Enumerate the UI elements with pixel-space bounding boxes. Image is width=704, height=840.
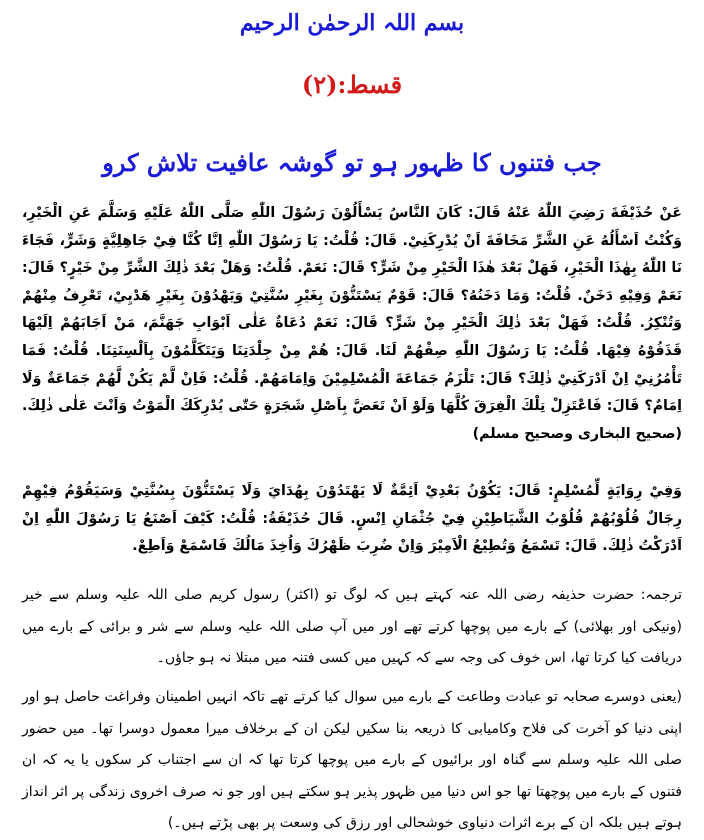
hadith-arabic-text: عَنْ حُذَيْفَةَ رَضِيَ اللّٰهُ عَنْهُ قَالَ: كَانَ النَّاسُ يَسْأَلُوْنَ رَسُوْلَ اللّٰهِ صَلَّى اللّٰهُ عَلَيْهِ وَسَلَّمَ عَنِ الْخَيْرِ، وَكُنْتُ اَسْأَلُهُ عَنِ الشَّرِّ مَخَافَةَ اَنْ يُدْرِكَنِيْ. قَالَ: قُلْتُ: يَا رَسُوْلَ اللّٰهِ اِنَّا كُنَّا فِيْ جَاهِلِيَّةٍ وَشَرٍّ، فَجَاءَ نَا اللّٰهُ بِهٰذَا الْخَيْرِ، فَهَلْ بَعْدَ هٰذَا الْخَيْرِ مِنْ شَرٍّ؟ قَالَ: نَعَمْ. قُلْتُ: وَهَلْ بَعْدَ ذٰلِكَ الشَّرِّ مِنْ خَيْرٍ؟ قَالَ: نَعَمْ وَفِيْهِ دَخَنٌ. قُلْتُ: وَمَا دَخَنُهُ؟ قَالَ: قَوْمٌ يَسْتَنُّوْنَ بِغَيْرِ سُنَّتِيْ وَيَهْدُوْنَ بِغَيْرِ هَدْيِيْ، تَعْرِفُ مِنْهُمْ وَتُنْكِرُ. قُلْتُ: فَهَلْ بَعْدَ ذٰلِكَ الْخَيْرِ مِنْ شَرٍّ؟ قَالَ: نَعَمْ دُعَاةٌ عَلٰى اَبْوَابِ جَهَنَّمَ، مَنْ اَجَابَهُمْ اِلَيْهَا قَذَفُوْهُ فِيْهَا. قُلْتُ: يَا رَسُوْلَ اللّٰهِ صِفْهُمْ لَنَا. قَالَ: هُمْ مِنْ جِلْدَتِنَا وَيَتَكَلَّمُوْنَ بِاَلْسِنَتِنَا. قُلْتُ: فَمَا تَأْمُرُنِيْ اِنْ اَدْرَكَنِيْ ذٰلِكَ؟ قَالَ: تَلْزَمُ جَمَاعَةَ الْمُسْلِمِيْنَ وَاِمَامَهُمْ. قُلْتُ: فَاِنْ لَّمْ يَكُنْ لَّهُمْ جَمَاعَةٌ وَلَا اِمَامٌ؟ قَالَ: فَاعْتَزِلْ تِلْكَ الْفِرَقَ كُلَّهَا وَلَوْ اَنْ تَعَضَّ بِاَصْلِ شَجَرَةٍ حَتّٰى يُدْرِكَكَ الْمَوْتُ وَاَنْتَ عَلٰى ذٰلِكَ. (صحيح البخاری وصحيح مسلم) bbox=[22, 205, 682, 442]
hadith-muslim-narration: وَفِيْ رِوَايَةٍ لِّمُسْلِمٍ: قَالَ: يَكُوْنُ بَعْدِيْ اَئِمَّةٌ لَا يَهْتَدُوْنَ بِهُدَايَ وَلَا يَسْتَنُّوْنَ بِسُنَّتِيْ وَسَيَقُوْمُ فِيْهِمْ رِجَالٌ قُلُوْبُهُمْ قُلُوْبُ الشَّيَاطِيْنِ فِيْ جُثْمَانِ اِنْسٍ. قَالَ حُذَيْفَةُ: قُلْتُ: كَيْفَ اَصْنَعُ يَا رَسُوْلَ اللّٰهِ اِنْ اَدْرَكْتُ ذٰلِكَ. قَالَ: تَسْمَعُ وَتُطِيْعُ الْاَمِيْرَ وَاِنْ ضُرِبَ ظَهْرُكَ وَاُخِذَ مَالُكَ فَاسْمَعْ وَاَطِعْ. bbox=[22, 483, 682, 555]
episode-number: قسط:(۲) bbox=[301, 70, 403, 99]
bismillah-heading: بسم اللہ الرحمٰن الرحیم bbox=[239, 10, 465, 36]
urdu-translation: ترجمہ: حضرت حذیفہ رضی اللہ عنہ کہتے ہیں کہ لوگ تو (اکثر) رسول کریم صلی اللہ علیہ وسلم سے خیر (ونیکی اور بھلائی) کے بارے میں پوچھا کرتے تھے اور میں آپ صلی اللہ علیہ وسلم سے شر و برائی کے بارے میں دریافت کیا کرتا تھا، اس خوف کی وجہ سے کہ کہیں میں کسی فتنہ میں مبتلا نہ ہو جاؤں۔ bbox=[22, 587, 682, 666]
urdu-explanation: (یعنی دوسرے صحابہ تو عبادت وطاعت کے بارے میں سوال کیا کرتے تھے تاکہ انہیں اطمینان وفراغت حاصل ہو اور اپنی دنیا کو آخرت کی فلاح وکامیابی کا ذریعہ بنا سکیں لیکن ان کے برخلاف میرا معمول دوسرا تھا۔ میں حضور صلی اللہ علیہ وسلم سے گناہ اور برائیوں کے بارے میں پوچھا کرتا تھا کہ ان سے اجتناب کر سکوں یا یہ کہ ان فتنوں کے بارے میں پوچھتا تھا جو اس دنیا میں ظہور پذیر ہو سکتے ہیں اور جو نہ صرف اخروی زندگی پر اثر انداز ہوتے ہیں بلکہ ان کے برے اثرات دنیاوی خوشحالی اور رزق کی وسعت پر بھی پڑتے ہیں۔) bbox=[22, 689, 683, 831]
article-title: جب فتنوں کا ظہور ہو تو گوشہ عافیت تلاش کرو bbox=[102, 148, 602, 177]
